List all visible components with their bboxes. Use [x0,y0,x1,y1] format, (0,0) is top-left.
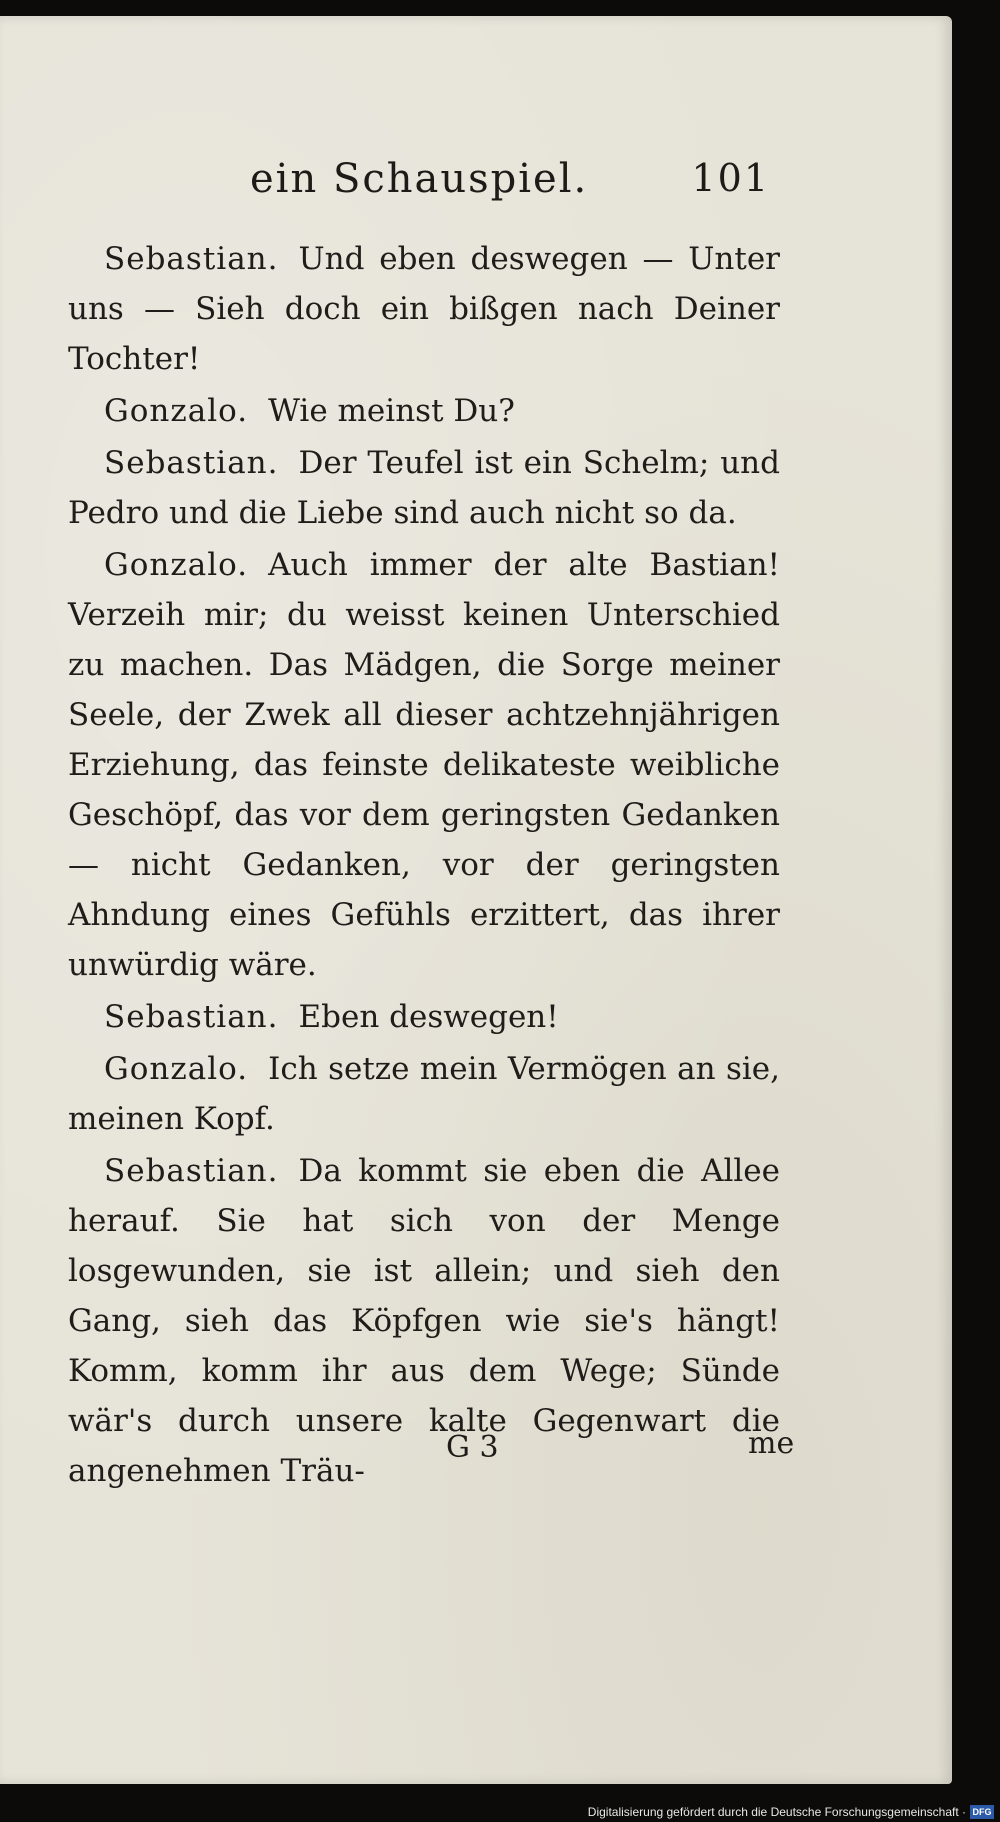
speech-text: Eben deswegen! [298,999,559,1035]
paragraph [68,234,780,384]
paragraph [68,438,780,538]
speaker-name: Sebastian. [104,445,279,481]
catchword: me [748,1426,795,1461]
speaker-name: Gonzalo. [104,547,249,583]
paragraph [68,386,780,436]
speech-text: Wie meinst Du? [268,393,515,429]
speaker-name: Sebastian. [104,1153,279,1189]
signature-mark: G 3 [446,1430,499,1465]
speech-text: Da kommt sie eben die Allee herauf. Sie hat sich von der Menge losgewunden, sie ist allein; und sieh den Gang, sieh das Köpfgen wie sie's hängt! Komm, komm ihr aus dem Wege; Sünde wär's durch unsere kalte Gegenwart die angenehmen Träu- [68,1153,780,1489]
paragraph [68,992,780,1042]
dfg-logo: DFG [970,1805,994,1819]
book-page [0,16,952,1784]
speech-text: Auch immer der alte Bastian! Verzeih mir; du weisst keinen Unterschied zu machen. Das Mädgen, die Sorge meiner Seele, der Zwek all dieser achtzehnjährigen Erziehung, das feinste delikateste weibliche Geschöpf, das vor dem geringsten Gedanken — nicht Gedanken, vor der geringsten Ahndung eines Gefühls erzittert, das ihrer unwürdig wäre. [68,547,780,983]
paragraph [68,540,780,990]
paragraph [68,1044,780,1144]
speaker-name: Sebastian. [104,999,279,1035]
speech-text: Und eben deswegen — Unter uns — Sieh doch ein bißgen nach Deiner Tochter! [68,241,780,377]
running-title: ein Schauspiel. [250,156,589,202]
body-text [68,234,780,1498]
speech-text: Ich setze mein Vermögen an sie, meinen Kopf. [68,1051,780,1137]
speaker-name: Gonzalo. [104,393,249,429]
speaker-name: Sebastian. [104,241,279,277]
funding-credit: Digitalisierung gefördert durch die Deutsche Forschungsgemeinschaft · [587,1805,966,1819]
page-number: 101 [691,156,770,200]
page-header [250,156,770,216]
speaker-name: Gonzalo. [104,1051,249,1087]
digitization-footer [0,1800,1000,1822]
speech-text: Der Teufel ist ein Schelm; und Pedro und die Liebe sind auch nicht so da. [68,445,780,531]
paragraph [68,1146,780,1496]
